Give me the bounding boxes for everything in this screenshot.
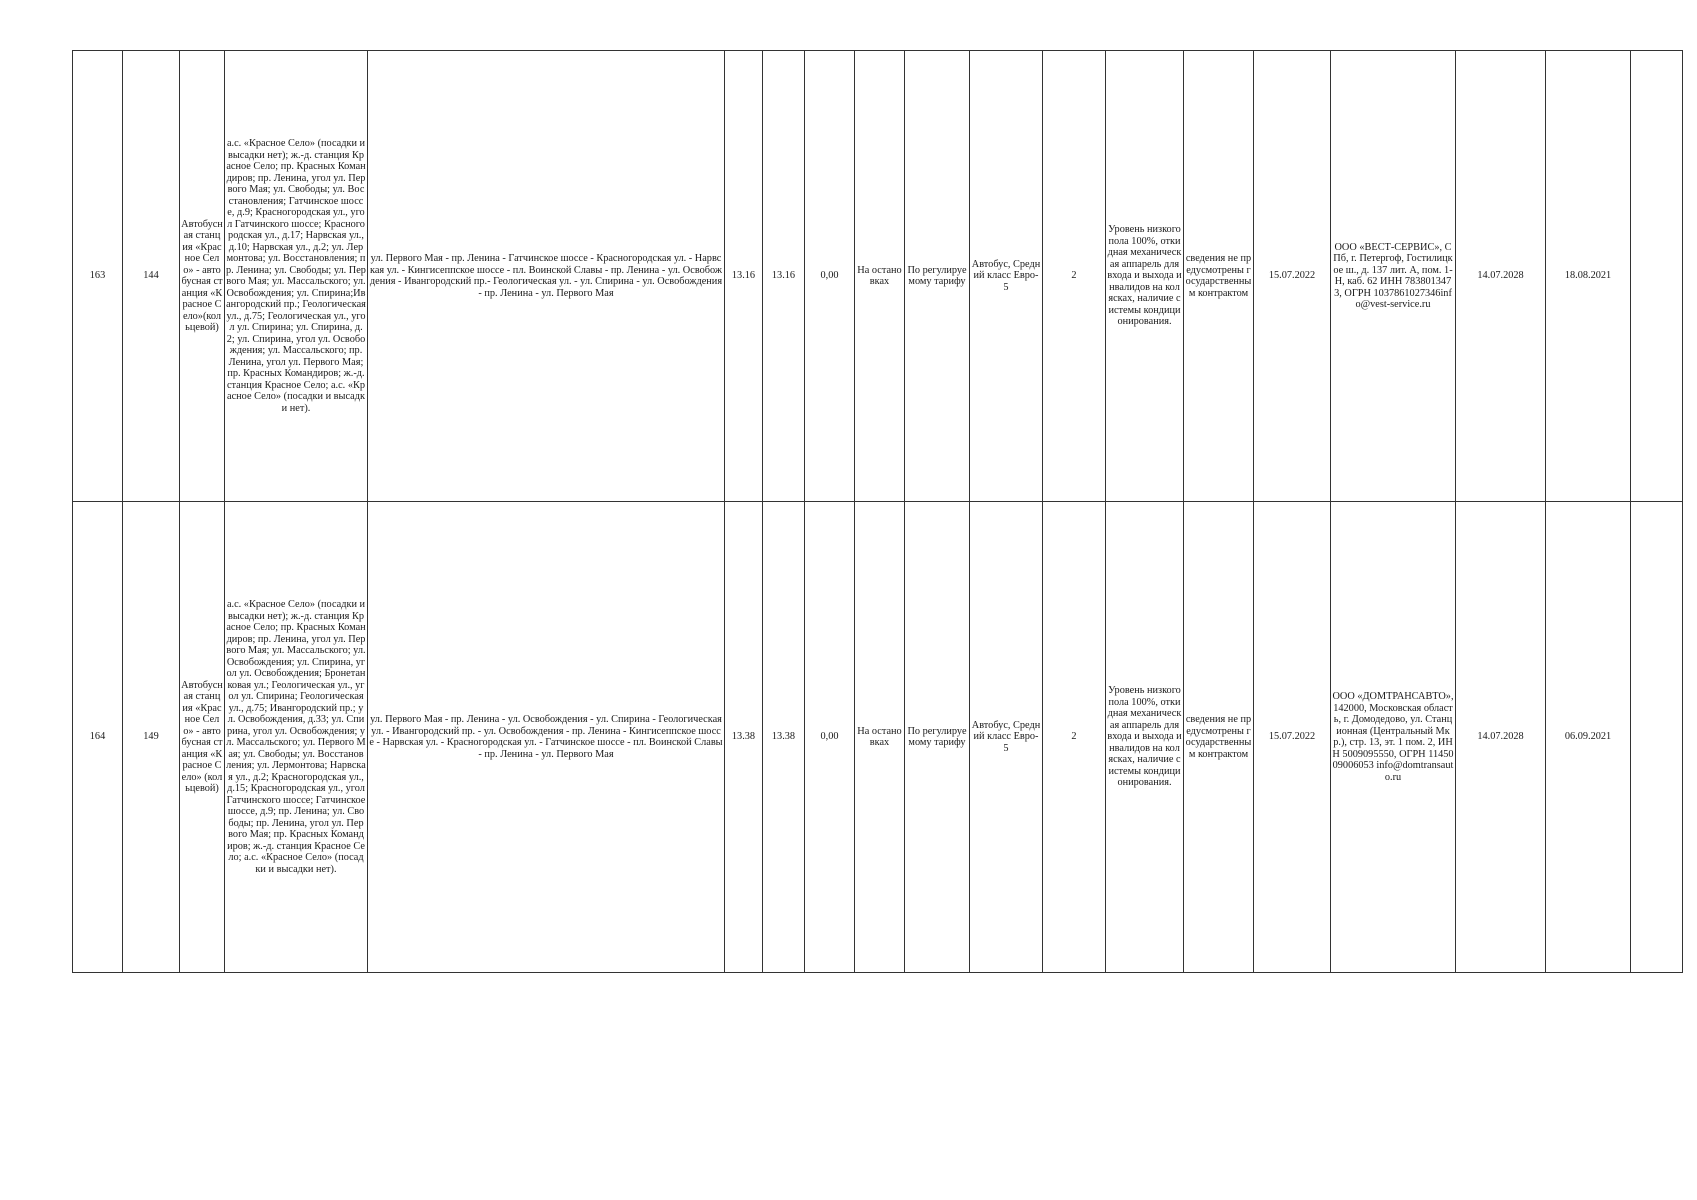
route-streets: ул. Первого Мая - пр. Ленина - ул. Освобождения - ул. Спирина - Геологическая ул. - Ивангородский пр. - ул. Освобождения - пр. Ленина - Кингисеппское шоссе - Нарвская ул. - Красногородская ул. - Гатчинское шоссе - пл. Воинской Славы - пр. Ленина - ул. Первого Мая [368, 502, 725, 973]
vehicle-features: Уровень низкого пола 100%, откидная механическая аппарель для входа и выхода инвалидов на колясках, наличие системы кондиционирования. [1106, 51, 1184, 502]
date-registered: 18.08.2021 [1546, 51, 1631, 502]
route-name: Автобусная станция «Красное Село» - автобусная станция «Красное Село» (кольцевой) [180, 502, 225, 973]
route-number: 149 [123, 502, 180, 973]
vehicle-features: Уровень низкого пола 100%, откидная механическая аппарель для входа и выхода инвалидов на колясках, наличие системы кондиционирования. [1106, 502, 1184, 973]
vehicle-count: 2 [1043, 51, 1106, 502]
date-end: 14.07.2028 [1456, 502, 1546, 973]
table-row [73, 51, 1683, 502]
route-number: 144 [123, 51, 180, 502]
vehicle-type: Автобус, Средний класс Евро-5 [970, 51, 1043, 502]
stop-mode: На остановках [855, 502, 905, 973]
value-cell: 0,00 [805, 51, 855, 502]
table-row [73, 502, 1683, 973]
date-start: 15.07.2022 [1254, 502, 1331, 973]
tariff-type: По регулируемому тарифу [905, 51, 970, 502]
row-number: 164 [73, 502, 123, 973]
stops-list: а.с. «Красное Село» (посадки и высадки нет); ж.-д. станция Красное Село; пр. Красных Командиров; пр. Ленина, угол ул. Первого Мая; ул. Массальского; ул. Освобождения; ул. Спирина, угол ул. Освобождения; Бронетанковая ул.; Геологическая ул., угол ул. Спирина; Геологическая ул., д.75; Ивангородский пр.; ул. Освобождения, д.33; ул. Спирина, угол ул. Освобождения; ул. Массальского; ул. Первого Мая; ул. Свободы; ул. Восстановления; ул. Лермонтова; Нарвская ул., д.2; Красногородская ул., д.15; Красногородская ул., угол Гатчинского шоссе; Гатчинское шоссе, д.9; пр. Ленина; ул. Свободы; пр. Ленина, угол ул. Первого Мая; пр. Красных Командиров; ж.-д. станция Красное Село; а.с. «Красное Село» (посадки и высадки нет). [225, 502, 368, 973]
length-forward: 13.38 [725, 502, 763, 973]
tariff-type: По регулируемому тарифу [905, 502, 970, 973]
contract-info: сведения не предусмотрены государственным контрактом [1184, 51, 1254, 502]
stop-mode: На остановках [855, 51, 905, 502]
vehicle-type: Автобус, Средний класс Евро-5 [970, 502, 1043, 973]
length-forward: 13.16 [725, 51, 763, 502]
length-back: 13.16 [763, 51, 805, 502]
carrier-info: ООО «ВЕСТ-СЕРВИС», СПб, г. Петергоф, Гостилицкое ш., д. 137 лит. А, пом. 1-Н, каб. 62 ИНН 7838013473, ОГРН 1037861027346info@vest-service.ru [1331, 51, 1456, 502]
carrier-info: ООО «ДОМТРАНСАВТО», 142000, Московская область, г. Домодедово, ул. Станционная (Центральный Мкр.), стр. 13, эт. 1 пом. 2, ИНН 5009095550, ОГРН 1145009006053 info@domtransauto.ru [1331, 502, 1456, 973]
extra-cell [1631, 51, 1683, 502]
extra-cell [1631, 502, 1683, 973]
vehicle-count: 2 [1043, 502, 1106, 973]
date-registered: 06.09.2021 [1546, 502, 1631, 973]
date-end: 14.07.2028 [1456, 51, 1546, 502]
stops-list: а.с. «Красное Село» (посадки и высадки нет); ж.-д. станция Красное Село; пр. Красных Командиров; пр. Ленина, угол ул. Первого Мая; ул. Свободы; ул. Восстановления; Гатчинское шоссе, д.9; Красногородская ул., угол Гатчинского шоссе; Красногородская ул., д.17; Нарвская ул., д.10; Нарвская ул., д.2; ул. Лермонтова; ул. Восстановления; пр. Ленина; ул. Свободы; ул. Первого Мая; ул. Массальского; ул. Освобождения; ул. Спирина;Ивангородский пр.; Геологическая ул., д.75; Геологическая ул., угол ул. Спирина; ул. Спирина, д.2; ул. Спирина, угол ул. Освобождения; ул. Массальского; пр. Ленина, угол ул. Первого Мая; пр. Красных Командиров; ж.-д. станция Красное Село; а.с. «Красное Село» (посадки и высадки нет). [225, 51, 368, 502]
row-number: 163 [73, 51, 123, 502]
value-cell: 0,00 [805, 502, 855, 973]
contract-info: сведения не предусмотрены государственным контрактом [1184, 502, 1254, 973]
route-name: Автобусная станция «Красное Село» - автобусная станция «Красное Село»(кольцевой) [180, 51, 225, 502]
date-start: 15.07.2022 [1254, 51, 1331, 502]
length-back: 13.38 [763, 502, 805, 973]
routes-register-table [72, 50, 1683, 973]
route-streets: ул. Первого Мая - пр. Ленина - Гатчинское шоссе - Красногородская ул. - Нарвская ул. - Кингисеппское шоссе - пл. Воинской Славы - пр. Ленина - ул. Освобождения - Ивангородский пр.- Геологическая ул. - ул. Спирина - ул. Освобождения - пр. Ленина - ул. Первого Мая [368, 51, 725, 502]
